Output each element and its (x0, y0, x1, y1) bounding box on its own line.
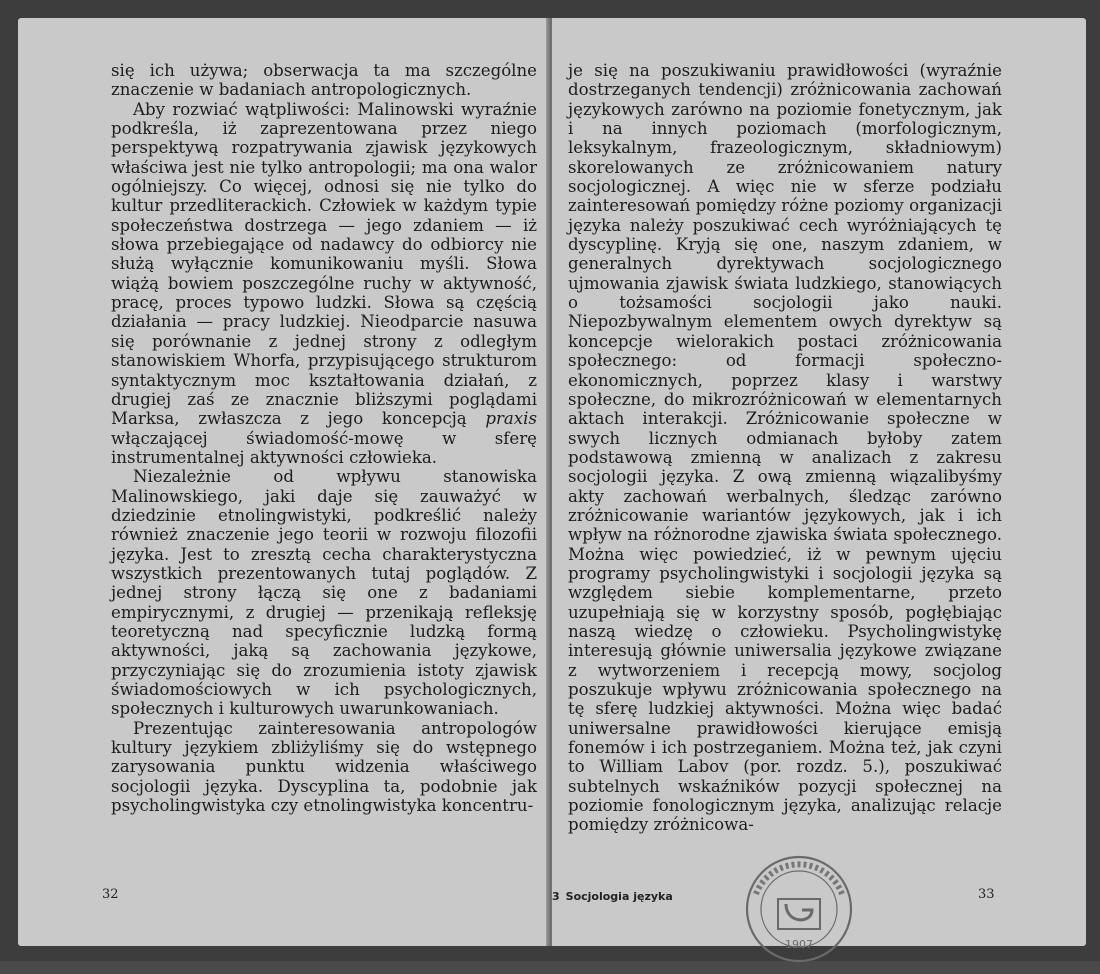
left-page (18, 18, 550, 946)
emphasis-praxis: praxis (485, 409, 537, 429)
right-page-text (568, 61, 1002, 835)
left-page-text (111, 61, 537, 815)
right-page (552, 18, 1086, 951)
paragraph: się ich używa; obserwacja ta ma szczególne znaczenie w badaniach antropologicznych. (111, 61, 537, 100)
paragraph-text-tail: włączającej świadomość-mowę w sferę instrumentalnej aktywności człowieka. (111, 428, 537, 467)
stamp-year: 1907 (785, 938, 813, 951)
page-number: 33 (978, 887, 995, 902)
library-stamp-seal (734, 844, 864, 974)
paragraph-text: Aby rozwiać wątpliwości: Malinowski wyraźnie podkreśla, iż zaprezentowana przez niego perspektywą rozpatrywania zjawisk językowych właściwa jest nie tylko antropologii; ma ona walor ogólniejszy. Co więcej, odnosi się nie tylko do kultur przedliterackich. Człowiek w każdym typie społeczeństwa dostrzega — jego zdaniem — iż słowa przebiegające od nadawcy do odbiorcy nie służą wyłącznie komunikowaniu myśli. Słowa wiążą bowiem poszczególne ruchy w aktywność, pracę, proces typowo ludzki. Słowa są częścią działania — pracy ludzkiej. Nieodparcie nasuwa się porównanie z jednej strony z odległym stanowiskiem Whorfa, przypisującego strukturom syntaktycznym moc kształtowania działań, z drugiej zaś ze znacznie bliższymi poglądami Marksa, zwłaszcza z jego koncepcją (111, 99, 537, 429)
running-footer (552, 890, 673, 903)
running-title: Socjologia języka (565, 890, 673, 903)
page-number: 32 (102, 887, 119, 902)
paragraph: Prezentując zainteresowania antropologów kultury językiem zbliżyliśmy się do wstępnego zarysowania punktu widzenia właściwego socjologii języka. Dyscyplina ta, podobnie jak psycholingwistyka czy etnolingwistyka koncentru- (111, 718, 537, 816)
paragraph (111, 100, 537, 468)
paragraph: Niezależnie od wpływu stanowiska Malinowskiego, jaki daje się zauważyć w dziedzinie etnolingwistyki, podkreślić należy również znaczenie jego teorii w rozwoju filozofii języka. Jest to zresztą cecha charakterystyczna wszystkich prezentowanych tutaj poglądów. Z jednej strony łączą się one z badaniami empirycznymi, z drugiej — przenikają refleksję teoretyczną nad specyficznie ludzką formą aktywności, jaką są zachowania językowe, przyczyniając się do zrozumienia istoty zjawisk świadomościowych w ich psychologicznych, społecznych i kulturowych uwarunkowaniach. (111, 467, 537, 719)
paragraph: je się na poszukiwaniu prawidłowości (wyraźnie dostrzeganych tendencji) zróżnicowania zachowań językowych zarówno na poziomie fonetycznym, jak i na innych poziomach (morfologicznym, leksykalnym, frazeologicznym, składniowym) skorelowanych ze zróżnicowaniem natury socjologicznej. A więc nie w sferze podziału zainteresowań pomiędzy różne poziomy organizacji języka należy poszukiwać cech wyróżniających tę dyscyplinę. Kryją się one, naszym zdaniem, w generalnych dyrektywach socjologicznego ujmowania zjawisk świata ludzkiego, stanowiących o tożsamości socjologii jako nauki. Niepozbywalnym elementem owych dyrektyw są koncepcje wielorakich postaci zróżnicowania społecznego: od formacji społeczno-ekonomicznych, poprzez klasy i warstwy społeczne, do mikrozróżnicowań w elementarnych aktach interakcji. Zróżnicowanie społeczne w swych licznych odmianach byłoby zatem podstawową zmienną w analizach z zakresu socjologii języka. Z ową zmienną wiązalibyśmy akty zachowań werbalnych, śledząc zarówno zróżnicowanie wariantów językowych, jak i ich wpływ na różnorodne zjawiska świata społecznego. Można więc powiedzieć, iż w pewnym ujęciu programy psycholingwistyki i socjologii języka są względem siebie komplementarne, przeto uzupełniają się w korzystny sposób, pogłębiając naszą wiedzę o człowieku. Psycholingwistykę interesują głównie uniwersalia językowe związane z wytworzeniem i recepcją mowy, socjolog poszukuje wpływu zróżnicowania społecznego na tę sferę ludzkiej aktywności. Można więc badać uniwersalne prawidłowości kierujące emisją fonemów i ich postrzeganiem. Można też, jak czyni to William Labov (por. rozdz. 5.), poszukiwać subtelnych wskaźników pozycji społecznej na poziomie fonologicznym języka, analizując relacje pomiędzy zróżnicowa- (568, 61, 1002, 835)
signature-number: 3 (552, 890, 560, 903)
